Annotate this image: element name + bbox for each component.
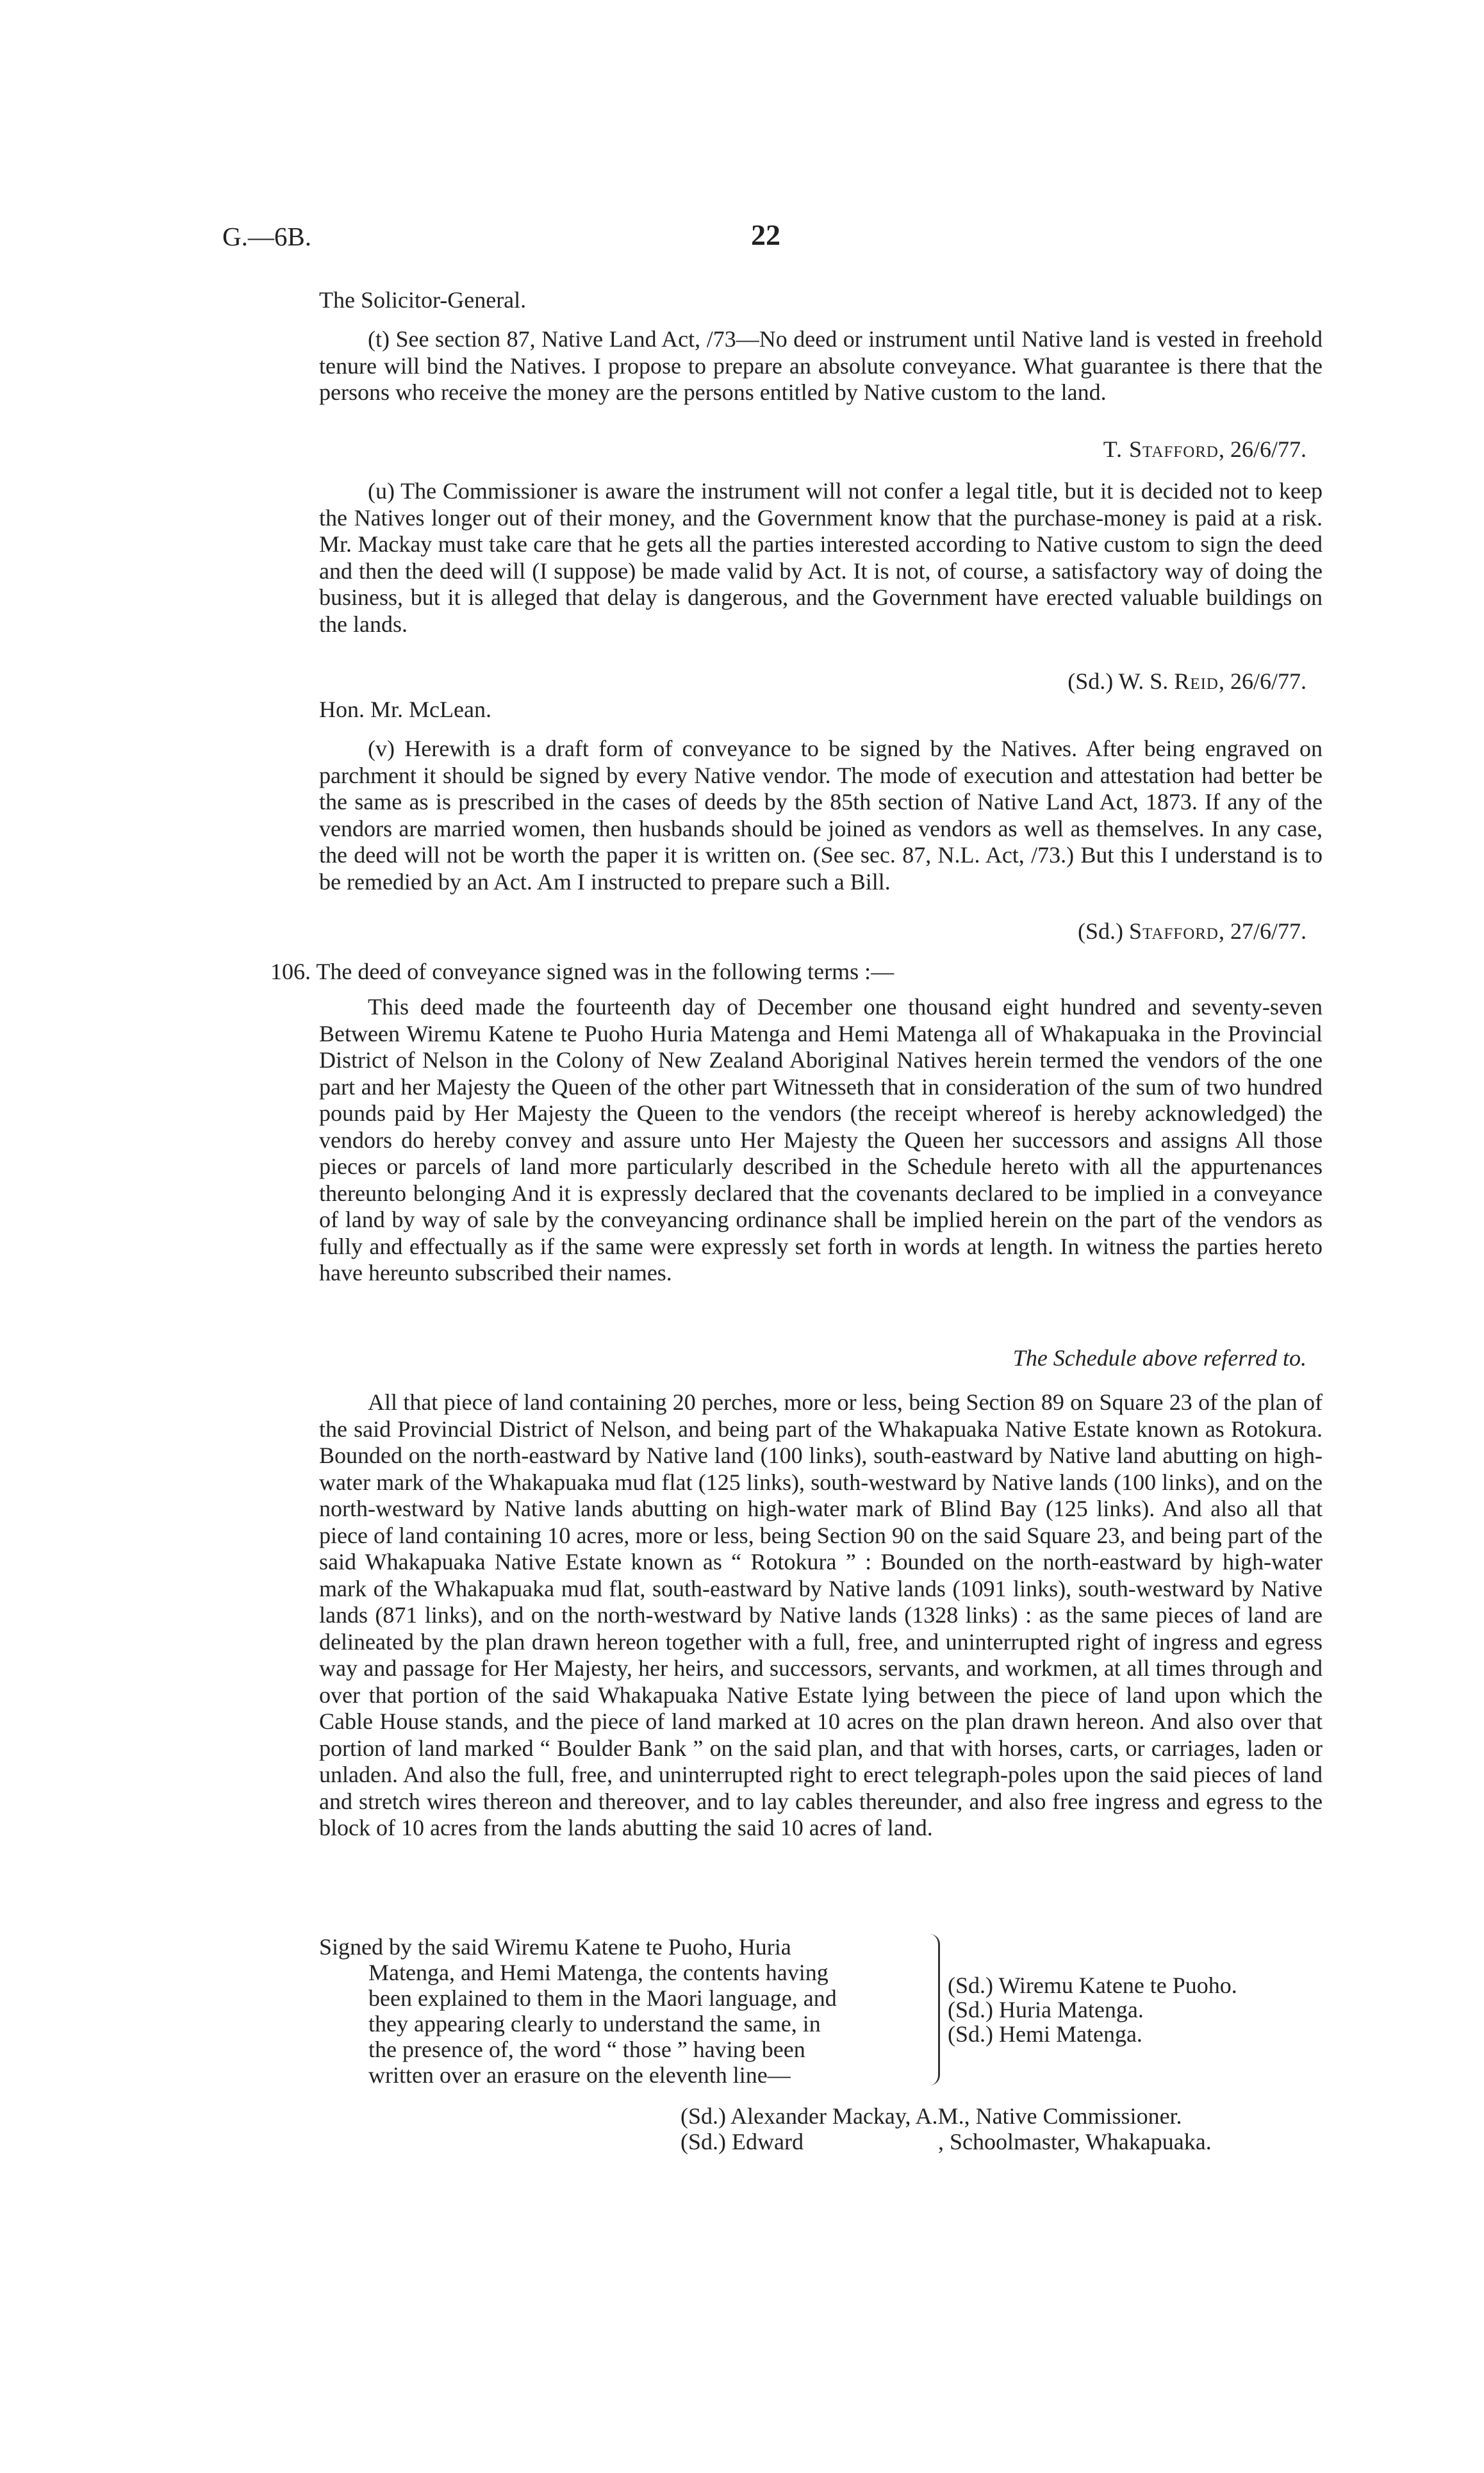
paragraph-v: (v) Herewith is a draft form of conveyance to be signed by the Natives. After being engraved on parchment it should be signed by every Native vendor. The mode of execution and attestation had better be the same as is prescribed in the cases of deeds by the 85th section of Native Land Act, 1873. If any of the vendors are married women, then husbands should be joined as vendors as well as themselves. In any case, the deed will not be worth the paper it is written on. (See sec. 87, N.L. Act, /73.) But this I understand is to be remedied by an Act. Am I instructed to prepare such a Bill. — [319, 736, 1323, 895]
signatory-name: Reid — [1174, 668, 1219, 694]
signatory-name: Stafford — [1129, 918, 1219, 944]
signatory-name: T. Stafford — [1103, 436, 1219, 462]
execution-line: written over an erasure on the eleventh line— — [368, 2062, 791, 2088]
bracket-brace — [928, 1934, 940, 2085]
execution-line: Matenga, and Hemi Matenga, the contents having — [368, 1960, 829, 1985]
deed-text: This deed made the fourteenth day of December one thousand eight hundred and seventy-seven Between Wiremu Katene te Puoho Huria Matenga and Hemi Matenga all of Whakapuaka in the Provincial District of Nelson in the Colony of New Zealand Aboriginal Natives herein termed the vendors of the one part and her Majesty the Queen of the other part Witnesseth that in consideration of the sum of two hundred pounds paid by Her Majesty the Queen to the vendors (the receipt whereof is hereby acknowledged) the vendors do hereby convey and assure unto Her Majesty the Queen her successors and assigns All those pieces or parcels of land more particularly described in the Schedule hereto with all the appurtenances thereunto belonging And it is expressly declared that the covenants declared to be implied in a conveyance of land by way of sale by the conveyancing ordinance shall be implied herein on the part of the vendors as fully and effectually as if the same were expressly set forth in words at length. In witness the parties hereto have hereunto subscribed their names. — [319, 994, 1323, 1286]
signature-date: , 26/6/77. — [1218, 436, 1307, 462]
signatory-line: (Sd.) Hemi Matenga. — [948, 2021, 1142, 2047]
execution-line: been explained to them in the Maori language, and — [368, 1985, 837, 2011]
page-number: 22 — [751, 219, 780, 251]
signature-date: , 27/6/77. — [1218, 918, 1307, 944]
signatory-line: (Sd.) Wiremu Katene te Puoho. — [948, 1973, 1237, 1998]
signature-stafford-2 — [1078, 918, 1307, 945]
execution-line: the presence of, the word “ those ” having been — [368, 2037, 805, 2062]
witness-edward — [680, 2129, 1212, 2156]
witness-edward-name: (Sd.) Edward — [680, 2129, 804, 2155]
execution-line: they appearing clearly to understand the same, in — [368, 2011, 821, 2037]
witness-edward-title: , Schoolmaster, Whakapuaka. — [937, 2129, 1212, 2155]
execution-line: Signed by the said Wiremu Katene te Puoho, Huria — [319, 1934, 791, 1960]
signature-stafford-1 — [1103, 436, 1307, 463]
signature-prefix: (Sd.) W. S. — [1068, 668, 1175, 694]
signature-prefix: (Sd.) — [1078, 918, 1130, 944]
paragraph-u: (u) The Commissioner is aware the instrument will not confer a legal title, but it is decided not to keep the Natives longer out of their money, and the Government know that the purchase-money is paid at a risk. Mr. Mackay must take care that he gets all the parties interested according to Native custom to sign the deed and then the deed will (I suppose) be made valid by Act. It is not, of course, a satisfactory way of doing the business, but it is alleged that delay is dangerous, and the Government have erected valuable buildings on the lands. — [319, 478, 1323, 637]
schedule-heading: The Schedule above referred to. — [1012, 1345, 1307, 1371]
paragraph-106: 106. The deed of conveyance signed was in the following terms :— — [270, 959, 895, 984]
signature-reid — [1068, 668, 1307, 695]
paragraph-t: (t) See section 87, Native Land Act, /73—No deed or instrument until Native land is vested in freehold tenure will bind the Natives. I propose to prepare an absolute conveyance. What guarantee is there that the persons who receive the money are the persons entitled by Native custom to the land. — [319, 326, 1323, 405]
witness-mackay: (Sd.) Alexander Mackay, A.M., Native Commissioner. — [680, 2103, 1182, 2129]
signature-date: , 26/6/77. — [1218, 668, 1307, 694]
schedule-text: All that piece of land containing 20 perches, more or less, being Section 89 on Square 23 of the plan of the said Provincial District of Nelson, and being part of the Whakapuaka Native Estate known as Rotokura. Bounded on the north-eastward by Native land (100 links), south-eastward by Native land abutting on high-water mark of the Whakapuaka mud flat (125 links), south-westward by Native lands (100 links), and on the north-westward by Native lands abutting on high-water mark of Blind Bay (125 links). And also all that piece of land containing 10 acres, more or less, being Section 90 on the said Square 23, and being part of the said Whakapuaka Native Estate known as “ Rotokura ” : Bounded on the north-eastward by high-water mark of the Whakapuaka mud flat, south-eastward by Native lands (1091 links), south-westward by Native lands (871 links), and on the north-westward by Native lands (1328 links) : as the same pieces of land are delineated by the plan drawn hereon together with a full, free, and uninterrupted right of ingress and egress way and passage for Her Majesty, her heirs, and successors, servants, and workmen, at all times through and over that portion of the said Whakapuaka Native Estate lying between the piece of land upon which the Cable House stands, and the piece of land marked at 10 acres on the plan drawn hereon. And also over that portion of land marked “ Boulder Bank ” on the said plan, and that with horses, carts, or carriages, laden or unladen. And also the full, free, and uninterrupted right to erect telegraph-poles upon the said pieces of land and stretch wires thereon and thereover, and to lay cables thereunder, and also free ingress and egress to the block of 10 acres from the lands abutting the said 10 acres of land. — [319, 1389, 1323, 1840]
mclean-heading: Hon. Mr. McLean. — [319, 697, 491, 722]
signatory-line: (Sd.) Huria Matenga. — [948, 1997, 1144, 2022]
document-reference: G.—6B. — [222, 222, 311, 251]
solicitor-general-heading: The Solicitor-General. — [319, 287, 527, 313]
